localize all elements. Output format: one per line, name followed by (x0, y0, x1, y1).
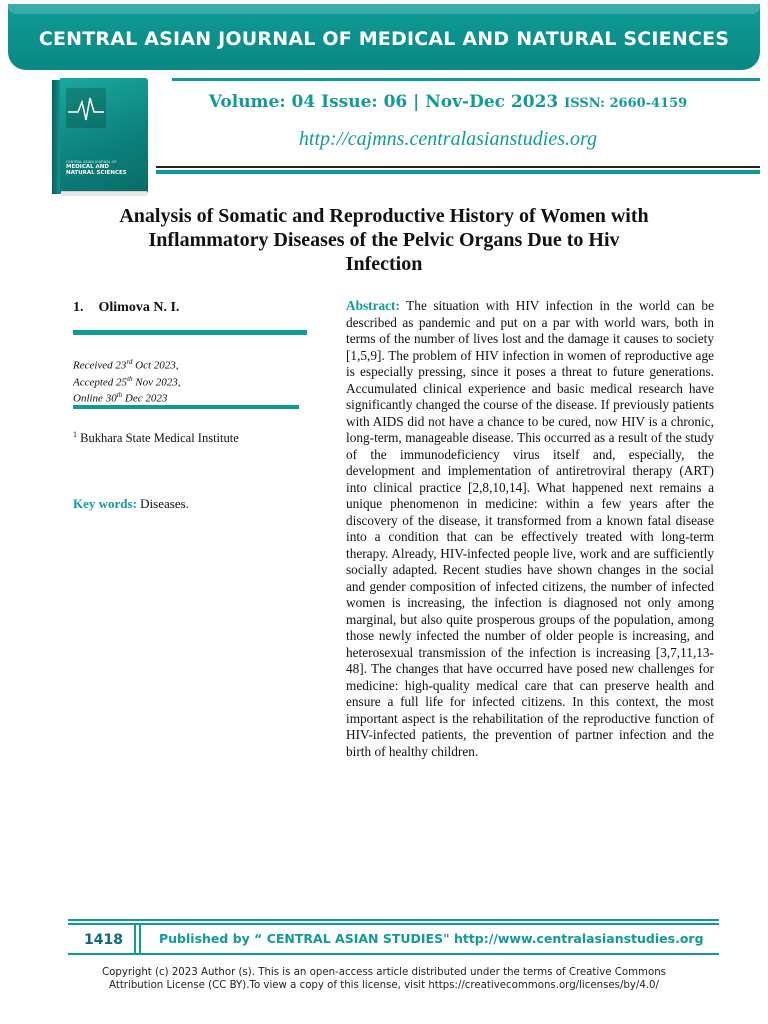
footer-rule-bottom (68, 953, 719, 955)
book-pages (61, 191, 147, 196)
abstract-text: The situation with HIV infection in the world can be described as pandemic and put on a par with world wars, both in terms of the number of lives lost and the damage it causes to society [1,5,9]. The problem of HIV infection in women of reproductive age is especially pressing, since it poses a threat to future generations. Accumulated clinical experience and basic medical research have significantly changed the course of the disease. If previously patients with AIDS did not have a chance to be cured, now HIV is a chronic, long-term, manageable disease. This occurred as a result of the study of the immunodeficiency virus itself and, especially, the development and implementation of antiretroviral therapy (ART) into clinical practice [2,8,10,14]. What happened next remains a unique phenomenon in medicine: within a few years after the discovery of the disease, it transformed from a known fatal disease into a condition that can be effectively treated with long-term therapy. Already, HIV-infected people live, work and are sufficiently socially adapted. Recent studies have shown changes in the social and gender composition of infected citizens, the number of infected women is increasing, the infection is diagnosed not only among marginal, but also quite prosperous groups of the population, among those newly infected the number of older people is increasing, and heterosexual transmission of the infection is increasing [3,7,11,13-48]. The changes that have occurred have posed new challenges for medicine: high-quality medical care that can preserve health and ensure a full life for infected citizens. In this context, the most important aspect is the rehabilitation of the reproductive function of HIV-infected patients, the prevention of partner infection and the birth of healthy children. (346, 298, 714, 759)
header-divider-teal (156, 170, 760, 174)
author-number: 1. (73, 300, 84, 315)
cover-title: CENTRAL ASIAN JOURNAL OF MEDICAL AND NATURAL SCIENCES (66, 160, 127, 177)
article-title: Analysis of Somatic and Reproductive History of Women with Inflammatory Diseases of the Pelvic Organs Due to Hiv Infection (119, 205, 649, 275)
journal-header-bar (8, 4, 760, 70)
volume-issue-line (168, 92, 728, 112)
journal-url-link[interactable]: http://cajmns.centralasianstudies.org (298, 128, 598, 150)
journal-title: CENTRAL ASIAN JOURNAL OF MEDICAL AND NATURAL SCIENCES (38, 28, 730, 50)
meta-divider-1 (73, 330, 307, 335)
footer-vertical-rule-2 (139, 925, 141, 955)
abstract (346, 298, 714, 760)
abstract-label: Abstract: (346, 298, 400, 313)
author-line (73, 300, 313, 316)
volume-text: Volume: 04 Issue: 06 | Nov-Dec 2023 (208, 92, 559, 112)
page-number: 1418 (84, 932, 123, 948)
issn-text: ISSN: 2660-4159 (564, 96, 688, 111)
heartbeat-icon (66, 88, 106, 128)
footer-rule-top-2 (68, 923, 719, 925)
affiliation: $^1$ Bukhara State Medical Institute (73, 430, 239, 446)
header-shine (8, 4, 760, 14)
article-meta-column (73, 300, 313, 511)
cover-monitor-graphic (66, 88, 106, 128)
keywords-value: Diseases. (136, 496, 189, 511)
header-divider-top (172, 78, 760, 81)
author-name: Olimova N. I. (98, 300, 180, 315)
keywords (73, 496, 189, 512)
publisher-line[interactable]: Published by “ CENTRAL ASIAN STUDIES" http://www.centralasianstudies.org (159, 931, 704, 946)
footer-rule-top-1 (68, 919, 719, 921)
journal-cover-image (52, 78, 148, 196)
keywords-label: Key words: (73, 496, 137, 511)
publication-dates: Received 23rd Oct 2023, Accepted 25th Nov 2023, Online 30th Dec 2023 (73, 358, 181, 405)
footer-vertical-rule-1 (134, 925, 136, 955)
copyright-notice: Copyright (c) 2023 Author (s). This is an open-access article distributed under the terms of Creative Commons Attribution License (CC BY).To view a copy of this license, visit https://creativecommons.org/licenses/by/4.0/ (102, 967, 666, 991)
meta-divider-2 (73, 405, 299, 409)
header-divider-dark (156, 166, 760, 168)
